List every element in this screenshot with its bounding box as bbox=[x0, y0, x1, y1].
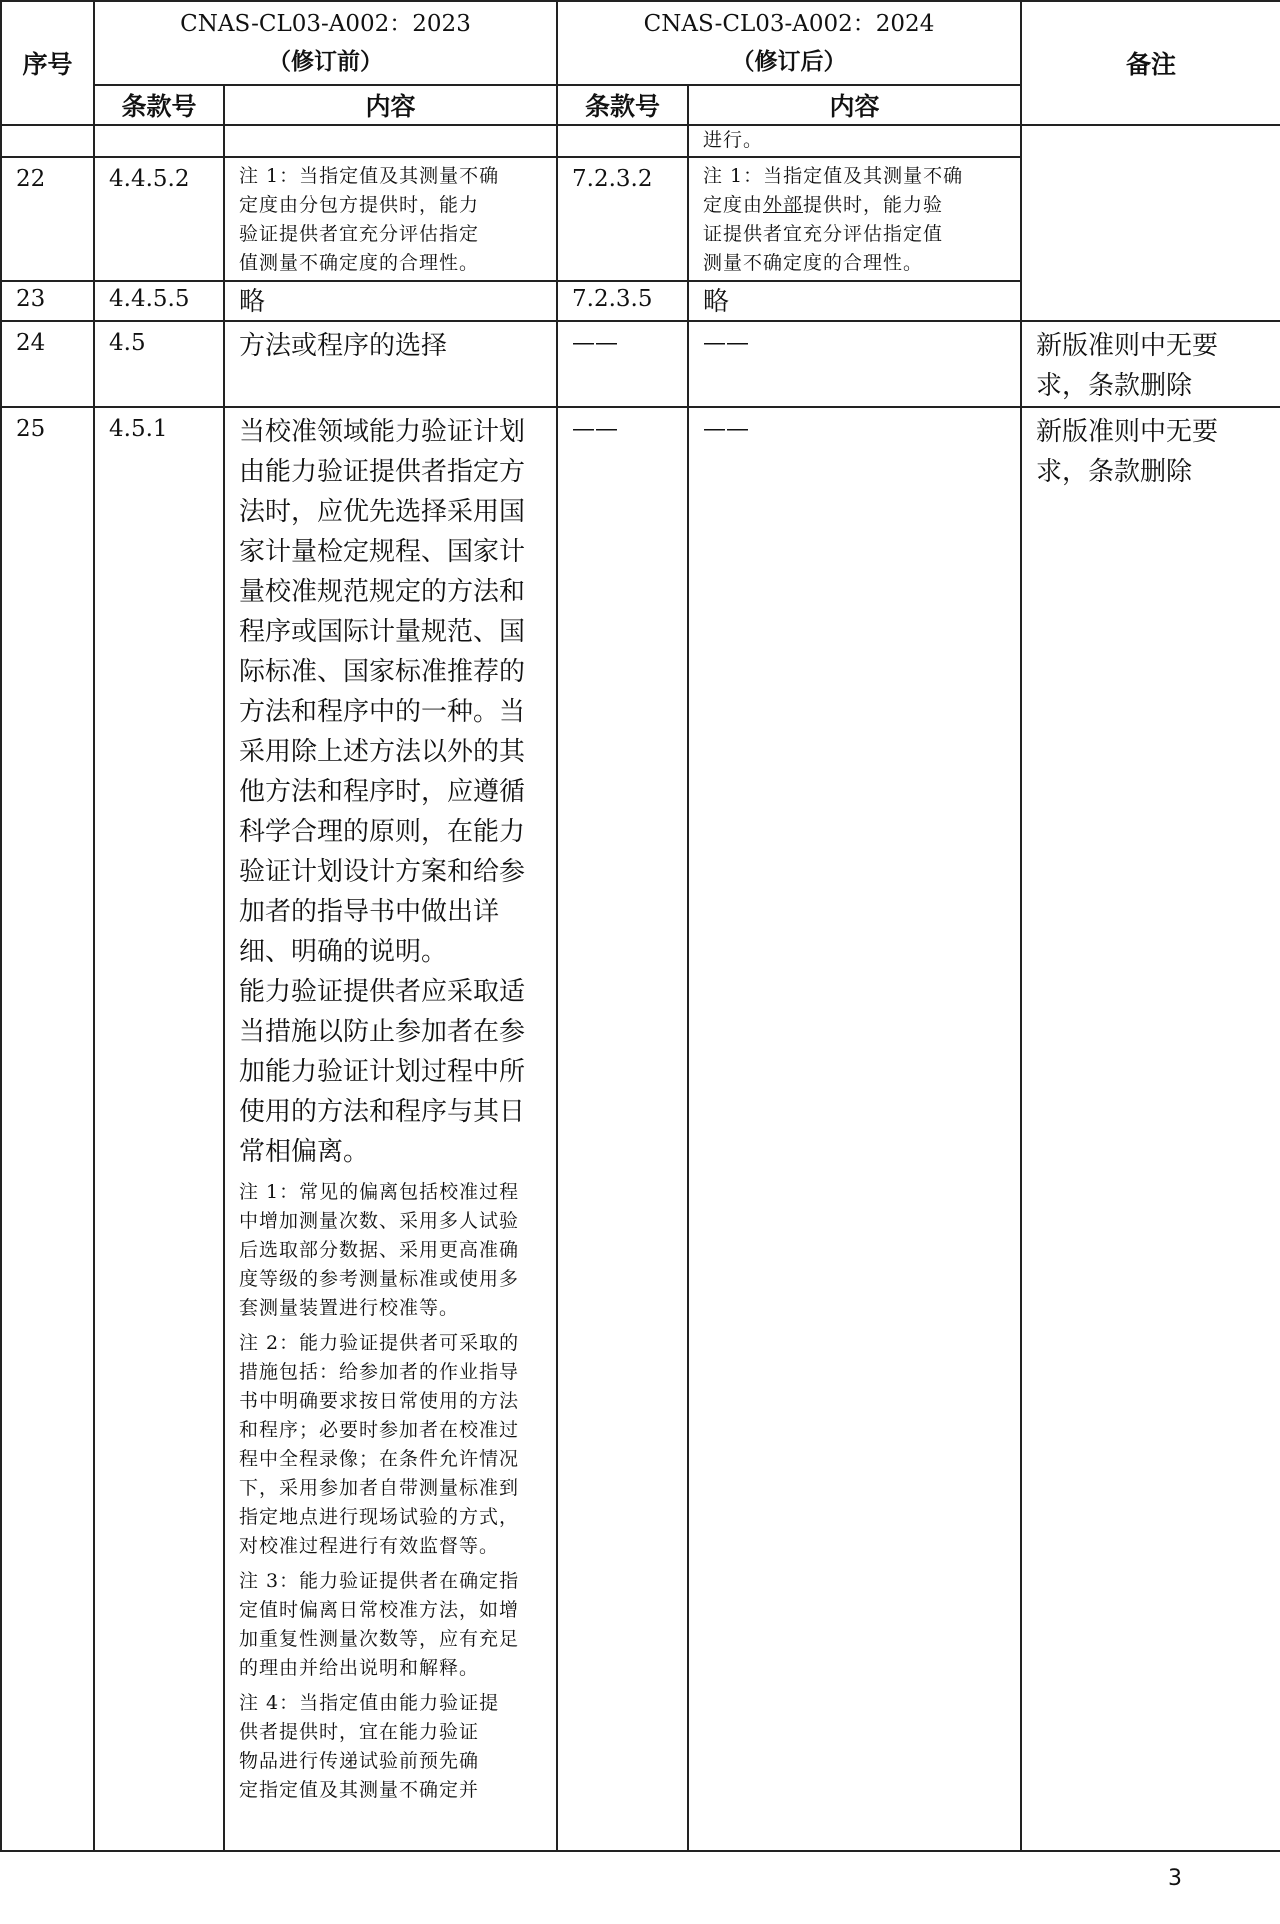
row25-old-clause: 4.5.1 bbox=[94, 407, 224, 1851]
row23-new-content: 略 bbox=[688, 281, 1021, 321]
old-version-code: CNAS-CL03-A002：2023 bbox=[180, 11, 471, 37]
row22-new-content: 注 1：当指定值及其测量不确 定度由外部提供时，能力验 证提供者宜充分评估指定值 测量不确定度的合理性。 bbox=[688, 157, 1021, 281]
new-version-sub: （修订后） bbox=[731, 49, 847, 75]
row22-new-clause: 7.2.3.2 bbox=[557, 157, 688, 281]
note-2: 注 2：能力验证提供者可采取的 措施包括：给参加者的作业指导 书中明确要求按日常使用的方法 和程序；必要时参加者在校准过 程中全程录像；在条件允许情况 下，采用参加者自带测量标准到 指定地点进行现场试验的方式， 对校准过程进行有效监督等。 bbox=[239, 1332, 520, 1557]
old-version-sub: （修订前） bbox=[268, 49, 383, 75]
page-number: 3 bbox=[1168, 1866, 1182, 1891]
old-version-header bbox=[94, 1, 557, 85]
remark-empty bbox=[1021, 125, 1280, 321]
row25-remark: 新版准则中无要 求，条款删除 bbox=[1021, 407, 1280, 1851]
row24-remark: 新版准则中无要 求，条款删除 bbox=[1021, 321, 1280, 407]
new-version-code: CNAS-CL03-A002：2024 bbox=[643, 11, 935, 37]
row23-old-content: 略 bbox=[224, 281, 557, 321]
row24-old-clause: 4.5 bbox=[94, 321, 224, 407]
row23-seq: 23 bbox=[1, 281, 94, 321]
note-1: 注 1：常见的偏离包括校准过程 中增加测量次数、采用多人试验 后选取部分数据、采用更高准确 度等级的参考测量标准或使用多 套测量装置进行校准等。 bbox=[239, 1181, 520, 1319]
row25-new-clause: —— bbox=[557, 407, 688, 1851]
seq-header: 序号 bbox=[1, 1, 94, 125]
cont-new-content: 进行。 bbox=[688, 125, 1021, 157]
note-3: 注 3：能力验证提供者在确定指 定值时偏离日常校准方法，如增 加重复性测量次数等，应有充足 的理由并给出说明和解释。 bbox=[239, 1570, 520, 1679]
row23-new-clause: 7.2.3.5 bbox=[557, 281, 688, 321]
row25-new-content: —— bbox=[688, 407, 1021, 1851]
table-row bbox=[1, 321, 1280, 407]
row24-seq: 24 bbox=[1, 321, 94, 407]
row24-new-content: —— bbox=[688, 321, 1021, 407]
row22-old-clause: 4.4.5.2 bbox=[94, 157, 224, 281]
row25-seq: 25 bbox=[1, 407, 94, 1851]
old-content-header: 内容 bbox=[224, 85, 557, 125]
table-row bbox=[1, 125, 1280, 157]
row24-new-clause: —— bbox=[557, 321, 688, 407]
new-content-header: 内容 bbox=[688, 85, 1021, 125]
remark-header: 备注 bbox=[1021, 1, 1280, 125]
new-version-header bbox=[557, 1, 1021, 85]
row22-seq: 22 bbox=[1, 157, 94, 281]
row23-old-clause: 4.4.5.5 bbox=[94, 281, 224, 321]
table-row bbox=[1, 407, 1280, 1851]
note-4: 注 4：当指定值由能力验证提 供者提供时，宜在能力验证 物品进行传递试验前预先确 定指定值及其测量不确定并 bbox=[239, 1692, 500, 1801]
changed-text: 外部 bbox=[763, 194, 804, 216]
row22-old-content: 注 1：当指定值及其测量不确 定度由分包方提供时，能力 验证提供者宜充分评估指定 值测量不确定度的合理性。 bbox=[224, 157, 557, 281]
row24-old-content: 方法或程序的选择 bbox=[224, 321, 557, 407]
old-clause-header: 条款号 bbox=[94, 85, 224, 125]
new-clause-header: 条款号 bbox=[557, 85, 688, 125]
row25-old-content: 当校准领域能力验证计划 由能力验证提供者指定方 法时，应优先选择采用国 家计量检定规程、国家计 量校准规范规定的方法和 程序或国际计量规范、国 际标准、国家标准推荐的 方法和程序中的一种。当 采用除上述方法以外的其 他方法和程序时，应遵循 科学合理的原则，在能力 验证计划设计方案和给参 加者的指导书中做出详 细、明确的说明。 能力验证提供者应采取适 当措施以防止参加者在参 加能力验证计划过程中所 使用的方法和程序与其日 常相偏离。 注 1：常见的偏离包括校准过程 中增加测量次数、采用多人试验 后选取部分数据、采用更高准确 度等级的参考测量标准或使用多 套测量装置进行校准等。 注 2：能力验证提供者可采取的 措施包括：给参加者的作业指导 书中明确要求按日常使用的方法 和程序；必要时参加者在校准过 程中全程录像；在条件允许情况 下，采用参加者自带测量标准到 指定地点进行现场试验的方式， 对校准过程进行有效监督等。 注 3：能力验证提供者在确定指 定值时偏离日常校准方法，如增 加重复性测量次数等，应有充足 的理由并给出说明和解释。 注 4：当指定值由能力验证提 供者提供时，宜在能力验证 物品进行传递试验前预先确 定指定值及其测量不确定并 bbox=[224, 407, 557, 1851]
